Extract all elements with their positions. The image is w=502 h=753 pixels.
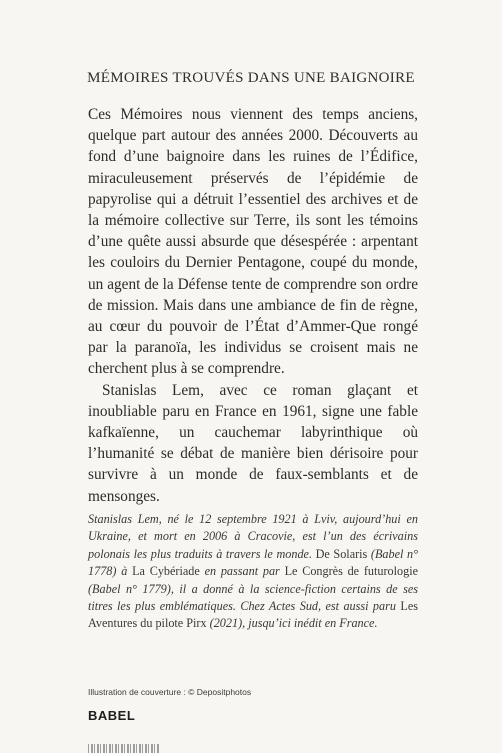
summary-paragraph-2: Stanislas Lem, avec ce roman glaçant et inoubliable paru en France en 1961, signe une fable kafkaïenne, un cauchemar labyrinthique où l’humanité se débat de manière bien dérisoire pour survivre à un monde de faux-semblants et de mensonges. — [88, 381, 418, 505]
bio-text-2: (Babel n° 1778) à — [88, 546, 418, 579]
bio-title-cyberiade: La Cybériade — [127, 564, 205, 579]
author-bio — [88, 511, 418, 633]
bio-text-1: Stanislas Lem, né le 12 septembre 1921 à Lviv, aujourd’hui en Ukraine, et mort en 2006 à Cracovie, est l’un des écrivains polonais les plus traduits à travers le monde. — [88, 512, 418, 561]
book-summary — [88, 104, 418, 507]
bio-title-solaris: De Solaris — [312, 546, 371, 561]
bio-title-pirx: Les Aventures du pilote Pirx — [88, 599, 418, 631]
bio-title-congres: Le Congrès de futurologie — [279, 564, 419, 579]
publisher-logo: BABEL — [88, 708, 136, 723]
barcode-fragment — [88, 744, 160, 753]
cover-credit: Illustration de couverture : © Depositphotos — [88, 687, 252, 697]
summary-paragraph-1: Ces Mémoires nous viennent des temps anciens, quelque part autour des années 2000. Découverts au fond d’une baignoire dans les ruines de l’Édifice, miraculeusement préservés de l’épidémie de papyrolise qui a détruit l’essentiel des archives et de la mémoire collective sur Terre, ils sont les témoins d’une quête aussi absurde que désespérée : arpentant les couloirs du Dernier Pentagone, coupé du monde, un agent de la Défense tente de comprendre son ordre de mission. Mais dans une ambiance de fin de règne, au cœur du pouvoir de l’État d’Ammer-Que rongé par la paranoïa, les individus se croisent mais ne cherchent plus à se comprendre. — [88, 106, 418, 378]
bio-text-3: en passant par — [204, 564, 280, 579]
book-title: MÉMOIRES TROUVÉS DANS UNE BAIGNOIRE — [87, 70, 415, 86]
bio-text-4: (Babel n° 1779), il a donné à la science-fiction certains de ses titres les plus emblématiques. Chez Actes Sud, est aussi paru — [88, 581, 418, 614]
bio-text-5: (2021), jusqu’ici inédit en France. — [209, 616, 378, 631]
